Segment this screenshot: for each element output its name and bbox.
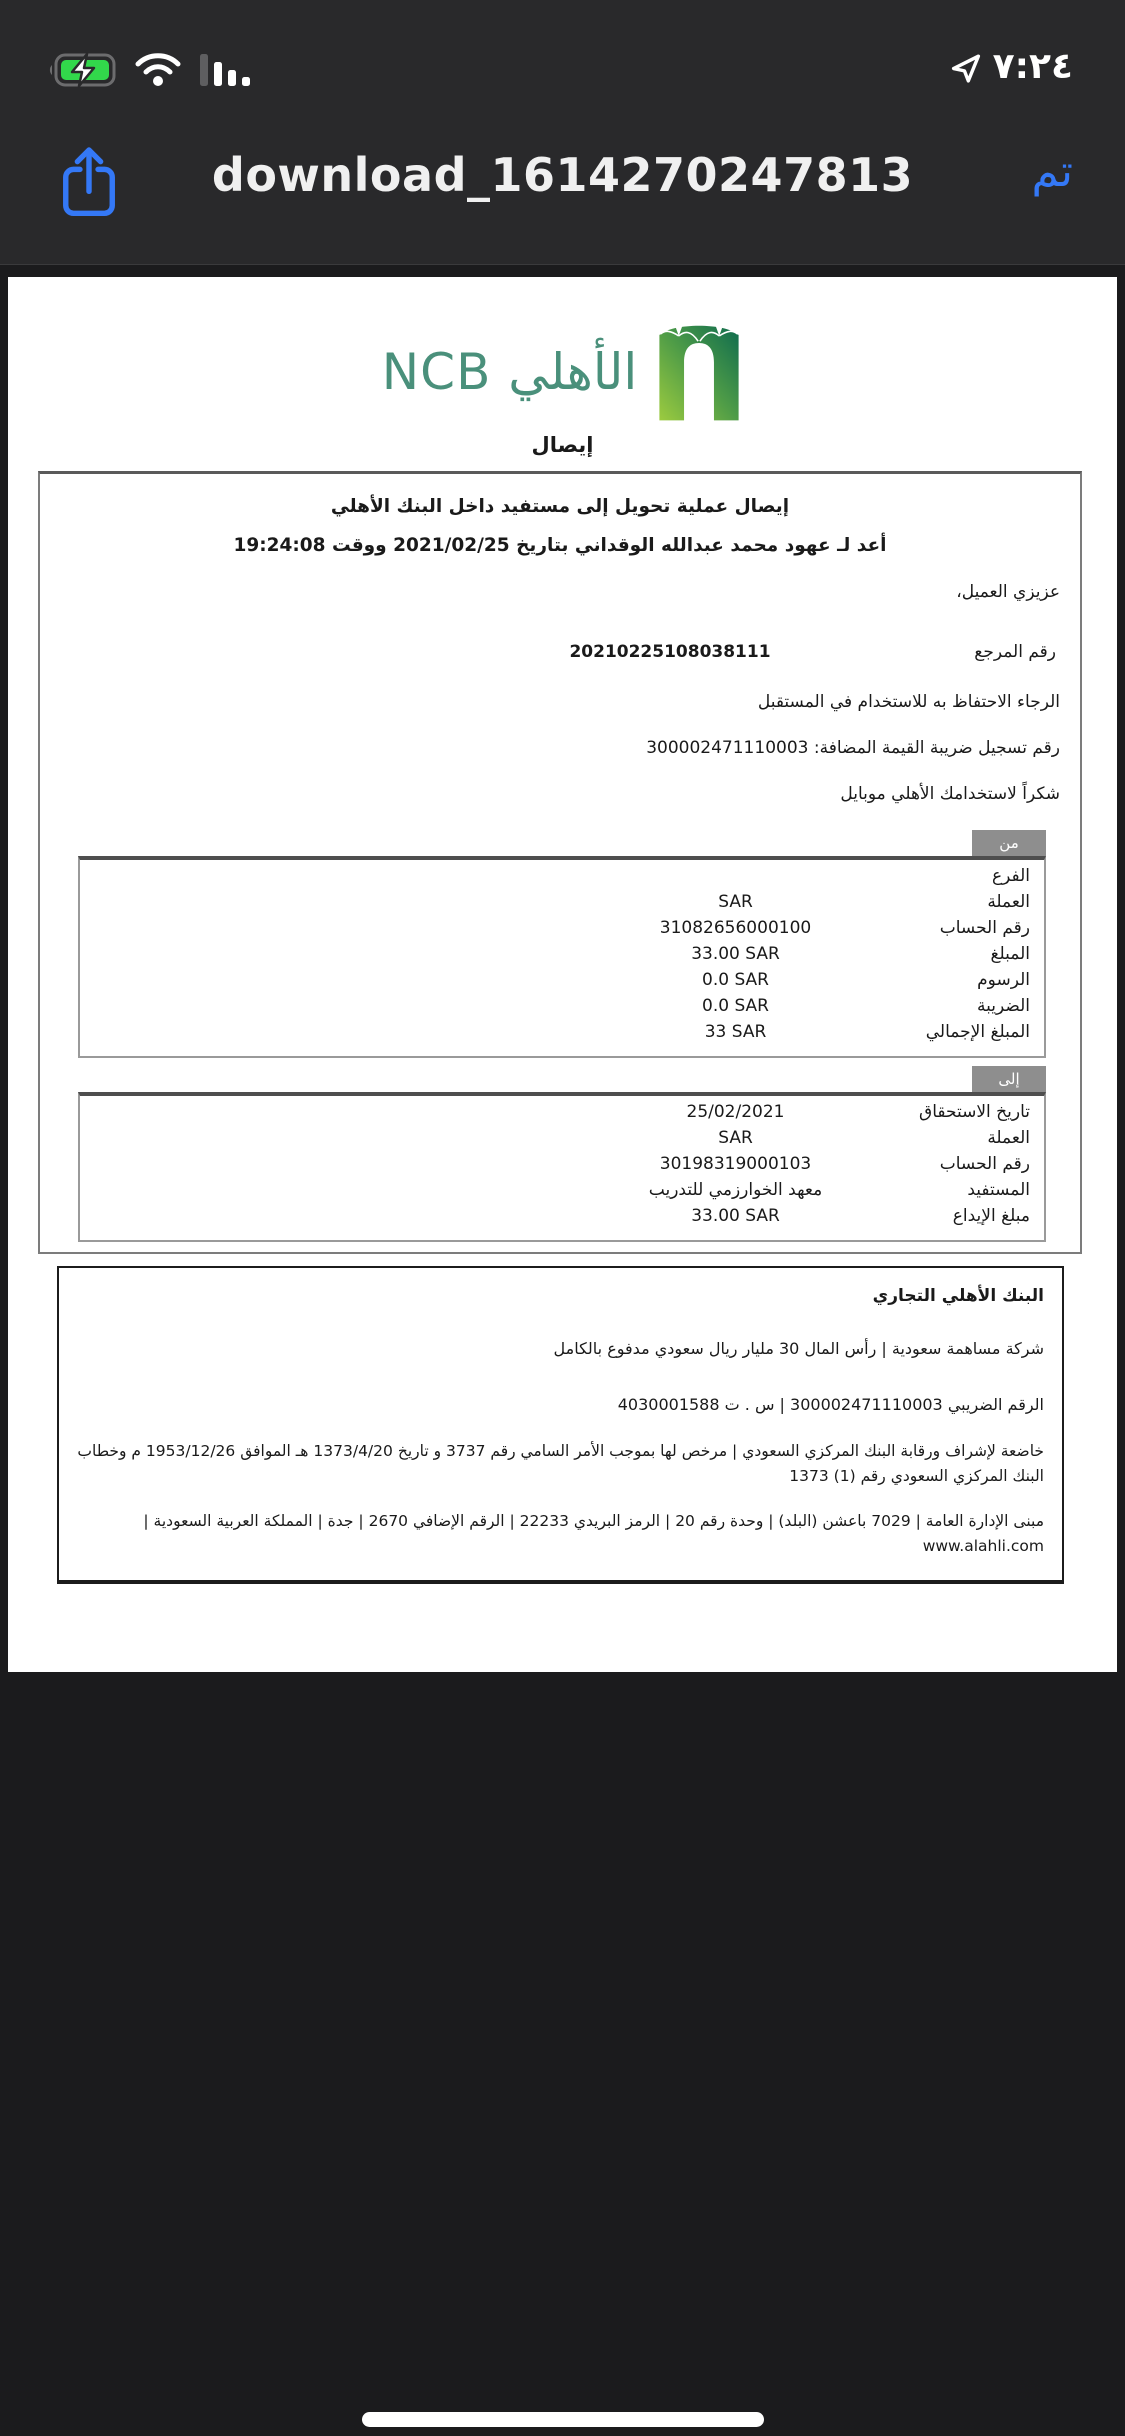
receipt-title-line2: أعد لـ عهود محمد عبدالله الوقداني بتاريخ 2021/02/25 ووقت 19:24:08: [233, 535, 887, 556]
status-icons-left: [46, 52, 254, 88]
greeting-text: عزيزي العميل،: [956, 582, 1060, 602]
bank-name: البنك الأهلي التجاري: [872, 1286, 1044, 1306]
location-arrow-icon: [949, 50, 983, 84]
nav-bar: [0, 100, 1125, 265]
table-row: العملة SAR: [718, 892, 1030, 912]
table-row: تاريخ الاستحقاق 25/02/2021: [686, 1102, 1030, 1122]
table-row: الفرع: [991, 866, 1030, 886]
from-table: [78, 856, 1046, 1058]
to-table: [78, 1092, 1046, 1242]
table-row: الضريبة 0.0 SAR: [702, 996, 1030, 1016]
document-title: download_1614270247813: [211, 148, 914, 202]
table-row: المبلغ الإجمالي 33 SAR: [704, 1022, 1030, 1042]
status-right: [949, 46, 1073, 87]
to-section-badge: إلى: [972, 1066, 1046, 1092]
wifi-icon: [134, 52, 182, 88]
bank-footer-line2: الرقم الضريبي 300002471110003 | س . ت 4030001588: [617, 1394, 1044, 1414]
table-row: المبلغ 33.00 SAR: [691, 944, 1030, 964]
bank-footer-line3: خاضعة لإشراف ورقابة البنك المركزي السعودي | مرخص لها بموجب الأمر السامي رقم 3737 و تاريخ 1373/4/20 هـ الموافق 1953/12/26 م وخطاب البنك المركزي السعودي رقم (1) 1373: [77, 1442, 1044, 1485]
reference-value: 20210225108038111: [569, 642, 771, 662]
done-button[interactable]: تم: [1031, 146, 1073, 197]
battery-charging-icon: [46, 52, 118, 88]
table-row: الرسوم 0.0 SAR: [702, 970, 1030, 990]
ncb-wordmark: NCB الأهلي: [381, 343, 638, 401]
cellular-signal-icon: [198, 52, 254, 88]
reference-row: [60, 642, 1060, 666]
ncb-arch-icon: [655, 311, 743, 433]
table-row: رقم الحساب 30198319000103: [659, 1154, 1030, 1174]
bank-footer-line1: شركة مساهمة سعودية | رأس المال 30 مليار ريال سعودي مدفوع بالكامل: [553, 1339, 1044, 1358]
table-row: رقم الحساب 31082656000100: [659, 918, 1030, 938]
home-indicator[interactable]: [362, 2412, 764, 2427]
receipt-main-box: [38, 471, 1082, 1254]
receipt-title-line1: إيصال عملية تحويل إلى مستفيد داخل البنك الأهلي: [330, 496, 790, 517]
from-section-badge: من: [972, 830, 1046, 856]
ncb-logo: [8, 311, 1117, 433]
note-keep: الرجاء الاحتفاظ به للاستخدام في المستقبل: [757, 692, 1060, 712]
pdf-page[interactable]: [8, 277, 1117, 1672]
table-row: مبلغ الإيداع 33.00 SAR: [691, 1206, 1030, 1226]
note-thanks: شكراً لاستخدامك الأهلي موبايل: [840, 784, 1060, 804]
bank-footer-box: [57, 1266, 1064, 1584]
reference-label: رقم المرجع: [974, 642, 1056, 662]
status-bar: [0, 0, 1125, 100]
table-row: المستفيد معهد الخوارزمي للتدريب: [648, 1180, 1030, 1200]
receipt-label: إيصال: [531, 433, 594, 457]
bank-footer-line4: مبنى الإدارة العامة | 7029 باعشن (البلد) | وحدة رقم 20 | الرمز البريدي 22233 | الرقم الإضافي 2670 | جدة | المملكة العربية السعودية | www.alahli.com: [143, 1511, 1044, 1555]
status-time: ٧:٢٤: [992, 46, 1073, 87]
note-vat: رقم تسجيل ضريبة القيمة المضافة: 300002471110003: [646, 738, 1060, 758]
table-row: العملة SAR: [718, 1128, 1030, 1148]
